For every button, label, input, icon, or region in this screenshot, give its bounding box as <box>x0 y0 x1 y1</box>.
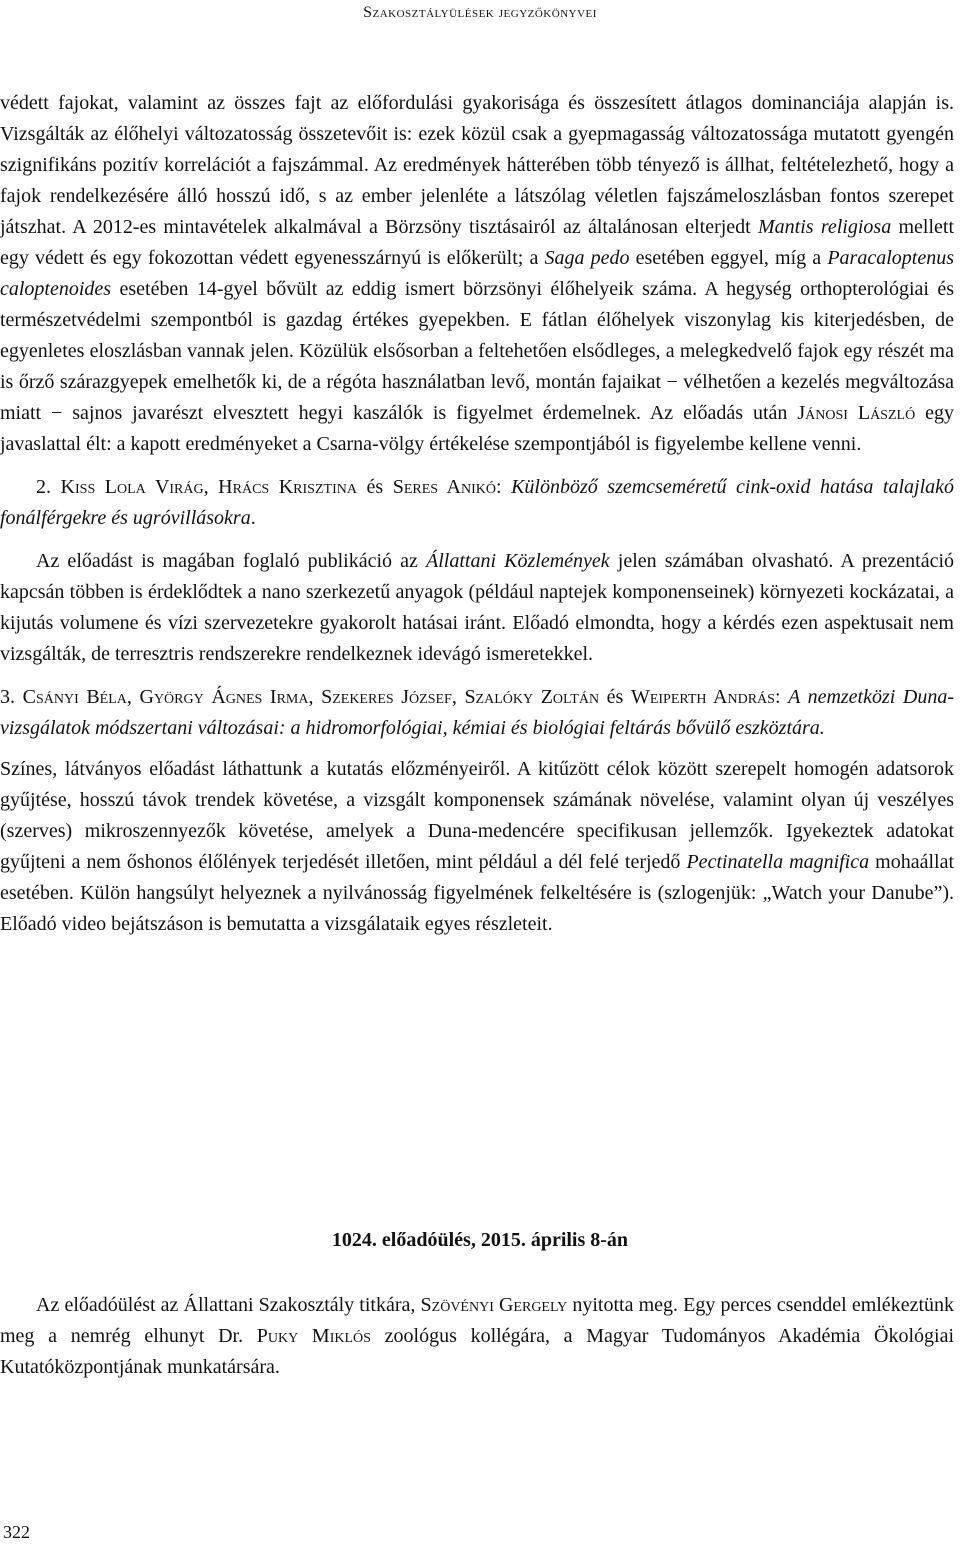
separator: , <box>451 686 465 708</box>
author-name: György Ágnes Irma <box>139 686 309 708</box>
author-name: Hrács Krisztina <box>218 476 357 498</box>
species-name: Paracaloptenus caloptenoides <box>0 247 954 300</box>
separator: : <box>774 686 789 708</box>
talk-2-title <box>0 472 954 534</box>
conjunction: és <box>599 686 631 708</box>
species-name: Mantis religiosa <box>758 216 892 238</box>
author-name: Csányi Béla <box>22 686 127 708</box>
text-segment: esetében eggyel, míg a <box>629 247 828 269</box>
text-segment: zoológus kollégára, a Magyar Tudományos Akadémia Ökológiai Kutatóközpontjának munkatársára. <box>0 1325 954 1378</box>
text-segment: esetében 14-gyel bővült az eddig ismert börzsönyi élőhelyeik száma. A hegység orthopterológiai és természetvédelmi szempontból is gazdag értékes gyepekben. E fátlan élőhelyek viszonylag kis kiterjedésben, de egyenletes eloszlásban vannak jelen. Közülük elsősorban a feltehetően elsődleges, a melegkedvelő fajok egy részét ma is őrző szárazgyepek emelhetők ki, de a régóta használatban levő, montán fajaikat − vélhetően a kezelés megváltozása miatt − sajnos javarészt elvesztett hegyi kaszálók is figyelmet érdemelnek. Az előadás után <box>0 278 954 424</box>
journal-name: Állattani Közlemények <box>426 550 610 572</box>
person-name: Jánosi László <box>797 402 916 424</box>
item-number: 3. <box>0 686 23 708</box>
main-text <box>0 88 954 940</box>
text-segment: jelen számában olvasható. A prezentáció kapcsán többen is érdeklődtek a nano szerkezetű anyagok (például naptejek komponenseinek) környezeti kockázatai, a kijutás volumene és vízi szervezetekre gyakorolt hatásai iránt. Előadó elmondta, hogy a kérdés ezen aspektusait nem vizsgálták, de terresztris rendszerekre rendelkeznek idevágó ismeretekkel. <box>0 550 954 665</box>
text-segment: egy javaslattal élt: a kapott eredményeket a Csarna-völgy értékelése szempontjából is figyelembe kellene venni. <box>0 402 954 455</box>
species-name: Pectinatella magnifica <box>686 851 870 873</box>
text-segment: Színes, látványos előadást láthattunk a kutatás előzményeiről. A kitűzött célok között szerepelt homogén adatsorok gyűjtése, hosszú távok trendek követése, a vizsgált komponensek számának növelése, valamint olyan új veszélyes (szerves) mikroszennyezők követése, amelyek a Duna-medencére specifikusan jellemzők. Igyekeztek adatokat gyűjteni a nem őshonos élőlények terjedését illetően, mint például a dél felé terjedő <box>0 758 954 873</box>
person-name: Puky Miklós <box>256 1325 371 1347</box>
text-segment: Az előadást is magában foglaló publikáció az <box>36 550 427 572</box>
separator: , <box>203 476 219 498</box>
separator: , <box>308 686 322 708</box>
paragraph-orthoptera <box>0 88 954 460</box>
author-name: Szalóky Zoltán <box>464 686 600 708</box>
talk-title: Különböző szemcseméretű cink-oxid hatása talajlakó fonálférgekre és ugróvillásokra <box>0 476 954 529</box>
separator: . <box>250 507 256 529</box>
page-number: 322 <box>3 1522 30 1542</box>
paragraph-danube <box>0 754 954 940</box>
text-segment: nyitotta meg. Egy perces csenddel emlékeztünk meg a nemrég elhunyt Dr. <box>0 1294 954 1347</box>
paragraph-opening <box>0 1290 954 1383</box>
species-name: Saga pedo <box>544 247 630 269</box>
separator: , <box>126 686 140 708</box>
paragraph-nanomaterials <box>0 546 954 670</box>
author-name: Kiss Lola Virág <box>60 476 204 498</box>
text-segment: védett fajokat, valamint az összes fajt az előfordulási gyakorisága és összesített átlagos dominanciája alapján is. Vizsgálták az élőhelyi változatosság összetevőit is: ezek közül csak a gyepmagasság változatossága mutatott gyengén szignifikáns pozitív korrelációt a fajszámmal. Az eredmények hátterében több tényező is állhat, feltételezhető, hogy a fajok rendelkezésére álló hosszú idő, s az ember jelenléte a látszólag véletlen fajszámeloszlásban fontos szerepet játszhat. A 2012-es mintavételek alkalmával a Börzsöny tisztásairól az általánosan elterjedt <box>0 92 954 238</box>
text-segment: mellett egy védett és egy fokozottan védett egyenesszárnyú is előkerült; a <box>0 216 955 269</box>
conjunction: és <box>356 476 393 498</box>
text-segment: Az előadóülést az Állattani Szakosztály titkára, <box>36 1294 421 1316</box>
author-name: Weiperth András <box>630 686 775 708</box>
session-heading: 1024. előadóülés, 2015. április 8-án <box>331 1229 629 1251</box>
session-intro <box>0 1290 954 1383</box>
person-name: Szövényi Gergely <box>420 1294 568 1316</box>
separator: : <box>495 476 512 498</box>
author-name: Szekeres József <box>321 686 452 708</box>
running-header: Szakosztályülések jegyzőkönyvei <box>363 4 597 21</box>
text-segment: mohaállat esetében. Külön hangsúlyt helyeznek a nyilvánosság figyelmének felkeltésére is (szlogenjük: „Watch your Danube”). Előadó video bejátszáson is bemutatta a vizsgálataik egyes részleteit. <box>0 851 955 935</box>
talk-title: A nemzetközi Duna-vizsgálatok módszertani változásai: a hidromorfológiai, kémiai és biológiai feltárás bővülő eszköztára. <box>0 686 955 739</box>
author-name: Seres Anikó <box>392 476 496 498</box>
item-number: 2. <box>36 476 51 498</box>
talk-3-title <box>0 682 954 744</box>
